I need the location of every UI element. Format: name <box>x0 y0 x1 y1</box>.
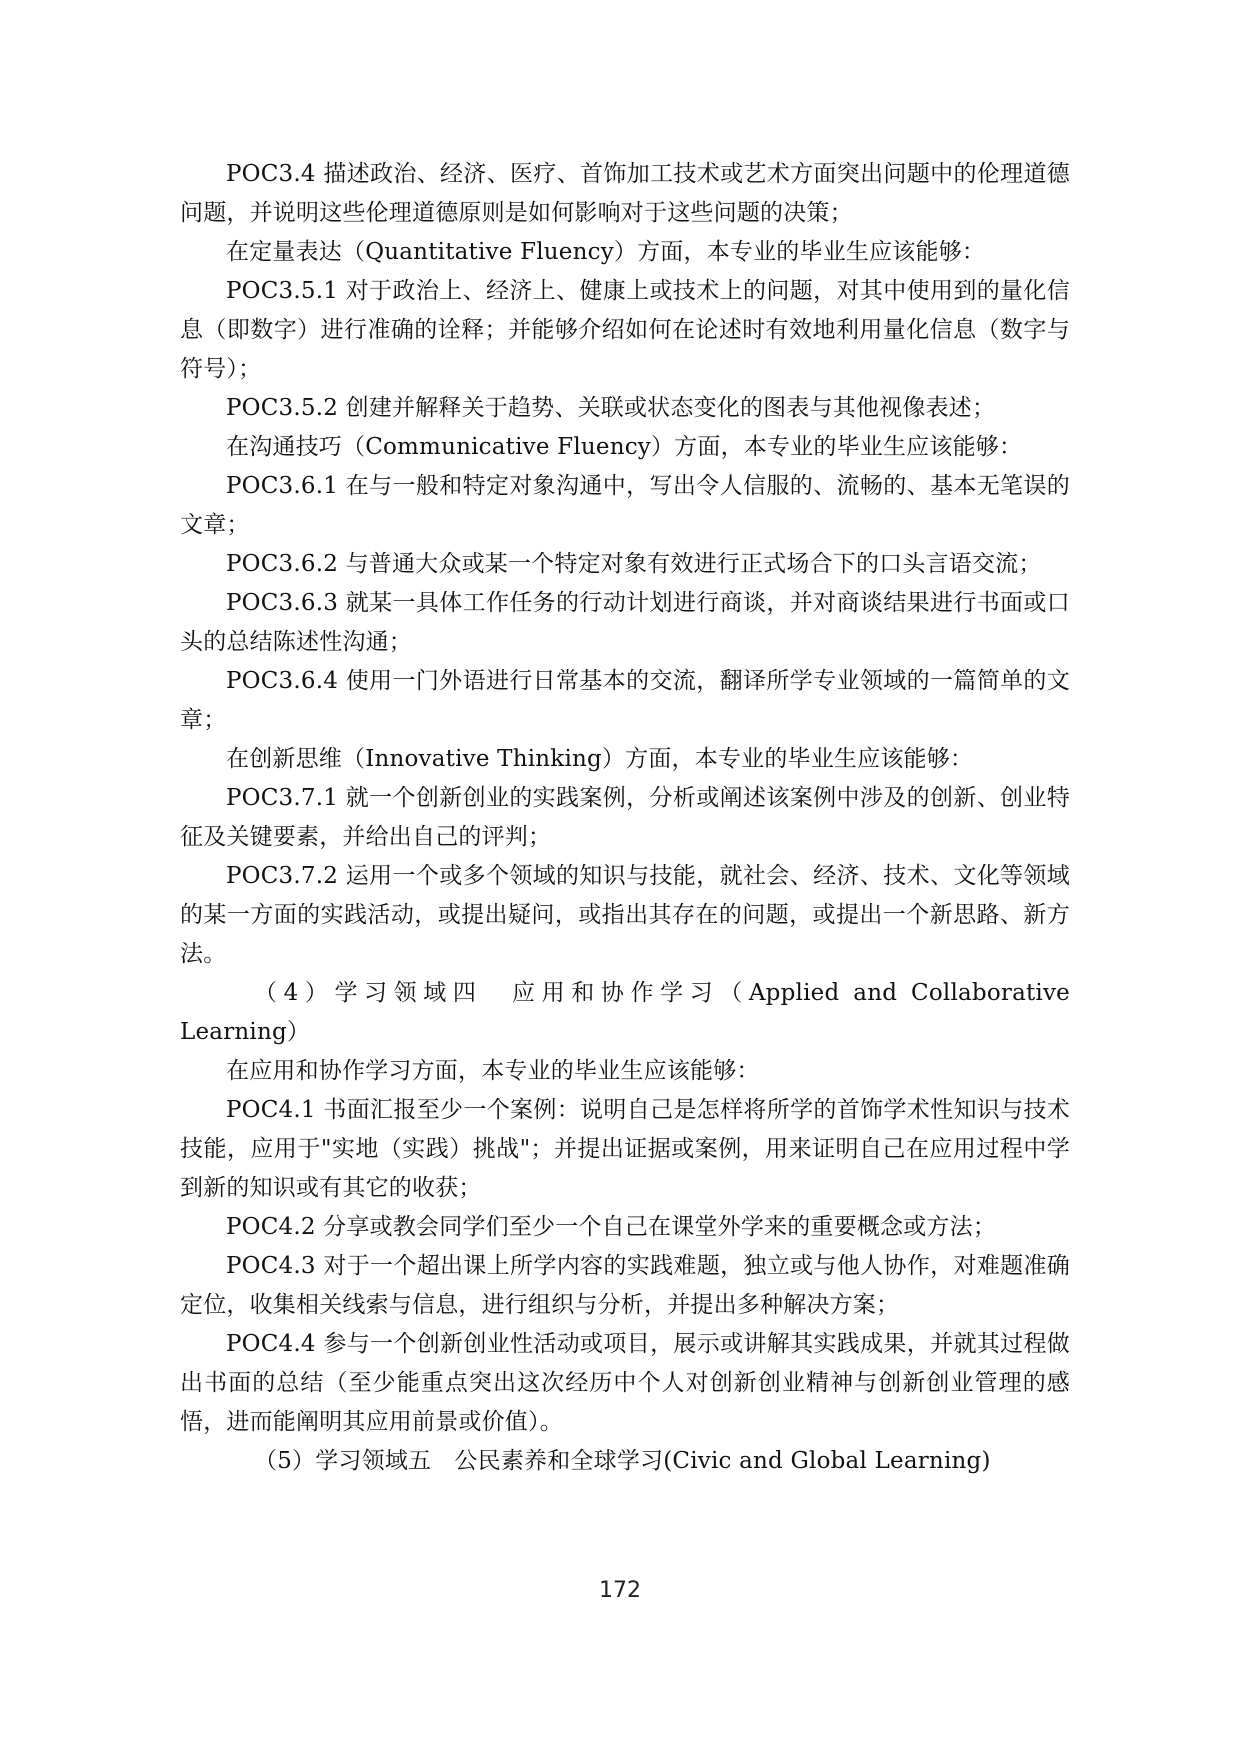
section-heading-area-five: （5）学习领域五 公民素养和全球学习(Civic and Global Learning) <box>254 1448 991 1474</box>
paragraph-poc4-4: POC4.4 参与一个创新创业性活动或项目，展示或讲解其实践成果，并就其过程做出书面的总结（至少能重点突出这次经历中个人对创新创业精神与创新创业管理的感悟，进而能阐明其应用前景或价值）。 <box>180 1331 1070 1435</box>
page-number: 172 <box>599 1578 641 1603</box>
paragraph-poc3-5-1: POC3.5.1 对于政治上、经济上、健康上或技术上的问题，对其中使用到的量化信息（即数字）进行准确的诠释；并能够介绍如何在论述时有效地利用量化信息（数字与符号）； <box>180 278 1070 382</box>
paragraph-poc3-6-1: POC3.6.1 在与一般和特定对象沟通中，写出令人信服的、流畅的、基本无笔误的文章； <box>180 473 1070 538</box>
paragraph-poc3-7-1: POC3.7.1 就一个创新创业的实践案例，分析或阐述该案例中涉及的创新、创业特征及关键要素，并给出自己的评判； <box>180 785 1070 850</box>
paragraph-poc4-1: POC4.1 书面汇报至少一个案例：说明自己是怎样将所学的首饰学术性知识与技术技能，应用于"实地（实践）挑战"；并提出证据或案例，用来证明自己在应用过程中学到新的知识或有其它的收获； <box>180 1097 1070 1201</box>
paragraph-poc4-3: POC4.3 对于一个超出课上所学内容的实践难题，独立或与他人协作，对难题准确定位，收集相关线索与信息，进行组织与分析，并提出多种解决方案； <box>180 1253 1070 1318</box>
paragraph-poc3-6-2: POC3.6.2 与普通大众或某一个特定对象有效进行正式场合下的口头言语交流； <box>226 551 1042 577</box>
paragraph-poc3-7-2: POC3.7.2 运用一个或多个领域的知识与技能，就社会、经济、技术、文化等领域的某一方面的实践活动，或提出疑问，或指出其存在的问题，或提出一个新思路、新方法。 <box>180 863 1070 967</box>
paragraph-poc3-5-2: POC3.5.2 创建并解释关于趋势、关联或状态变化的图表与其他视像表述； <box>226 395 996 421</box>
paragraph-poc3-6-3: POC3.6.3 就某一具体工作任务的行动计划进行商谈，并对商谈结果进行书面或口头的总结陈述性沟通； <box>180 590 1070 655</box>
paragraph-communicative-fluency-intro: 在沟通技巧（Communicative Fluency）方面，本专业的毕业生应该能够： <box>226 434 1023 460</box>
paragraph-quantitative-fluency-intro: 在定量表达（Quantitative Fluency）方面，本专业的毕业生应该能够： <box>226 239 986 265</box>
paragraph-poc3-6-4: POC3.6.4 使用一门外语进行日常基本的交流，翻译所学专业领域的一篇简单的文章； <box>180 668 1070 733</box>
section-heading-area-four: （4）学习领域四 应用和协作学习（Applied and Collaborative Learning） <box>180 980 1070 1045</box>
paragraph-poc3-4: POC3.4 描述政治、经济、医疗、首饰加工技术或艺术方面突出问题中的伦理道德问题，并说明这些伦理道德原则是如何影响对于这些问题的决策； <box>180 161 1070 226</box>
document-body <box>180 155 1070 1481</box>
paragraph-poc4-2: POC4.2 分享或教会同学们至少一个自己在课堂外学来的重要概念或方法； <box>226 1214 997 1240</box>
paragraph-applied-learning-intro: 在应用和协作学习方面，本专业的毕业生应该能够： <box>226 1058 760 1084</box>
paragraph-innovative-thinking-intro: 在创新思维（Innovative Thinking）方面，本专业的毕业生应该能够： <box>226 746 974 772</box>
